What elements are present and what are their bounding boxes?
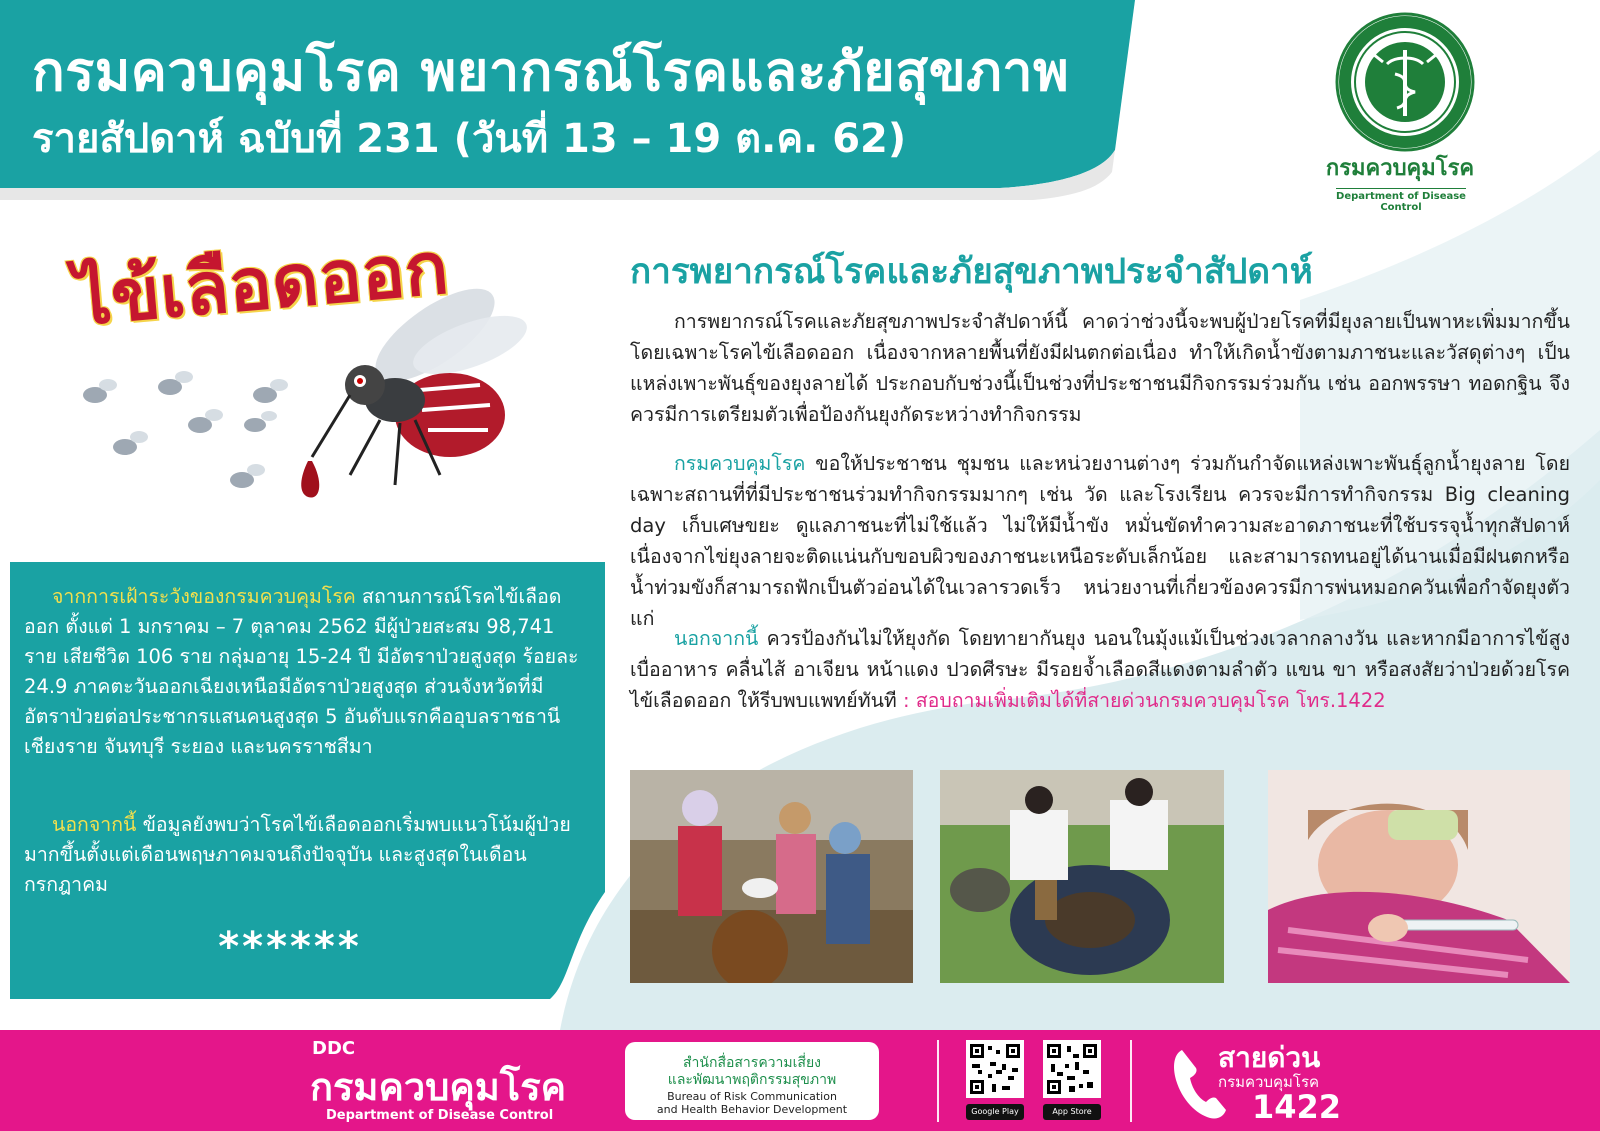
google-play-badge[interactable]: Google Play — [966, 1104, 1024, 1120]
bureau-name-th-2: และพัฒนาพฤติกรรมสุขภาพ — [667, 1072, 837, 1088]
article-paragraph-3 — [630, 623, 1570, 716]
surveillance-lead: จากการเฝ้าระวังของกรมควบคุมโรค — [52, 585, 356, 608]
article-heading: การพยากรณ์โรคและภัยสุขภาพประจำสัปดาห์ — [630, 252, 1313, 292]
hotline-label: สายด่วน — [1218, 1041, 1321, 1074]
app-store-badge[interactable]: App Store — [1043, 1104, 1101, 1120]
qr-code-icon[interactable] — [1043, 1040, 1101, 1098]
article-p3-body: ควรป้องกันไม่ให้ยุงกัด โดยทายากันยุง นอนในมุ้งแม้เป็นช่วงเวลากลางวัน และหากมีอาการไข้สูง เบื่ออาหาร คลื่นไส้ อาเจียน หน้าแดง ปวดศีรษะ มีรอยจ้ำเลือดสีแดงตามลำตัว แขน ขา หรือสงสัยว่าป่วยด้วยโรคไข้เลือดออก ให้รีบพบแพทย์ทันที — [630, 627, 1570, 712]
article-p2-lead: กรมควบคุมโรค — [674, 452, 806, 475]
footer-ddc-abbrev: DDC — [312, 1038, 356, 1059]
stars-divider: ****** — [218, 924, 362, 970]
header-banner — [0, 0, 1160, 200]
surveillance-body: สถานการณ์โรคไข้เลือดออก ตั้งแต่ 1 มกราคม – 7 ตุลาคม 2562 มีผู้ป่วยสะสม 98,741 ราย เสียชีวิต 106 ราย กลุ่มอายุ 15-24 ปี มีอัตราป่วยสูงสุด ร้อยละ 24.9 ภาคตะวันออกเฉียงเหนือมีอัตราป่วยสูงสุด ส่วนจังหวัดที่มีอัตราป่วยต่อประชากรแสนคนสูงสุด 5 อันดับแรกคืออุบลราชธานี เชียงราย จันทบุรี ระยอง และนครราชสีมา — [24, 585, 579, 758]
logo-name-th: กรมควบคุมโรค — [1325, 156, 1475, 181]
article-paragraph-1: การพยากรณ์โรคและภัยสุขภาพประจำสัปดาห์นี้ คาดว่าช่วงนี้จะพบผู้ป่วยโรคที่มียุงลายเป็นพาหะเพิ่มมากขึ้น โดยเฉพาะโรคไข้เลือดออก เนื่องจากหลายพื้นที่ยังมีฝนตกต่อเนื่อง ทำให้เกิดน้ำขังตามภาชนะและวัสดุต่างๆ เป็นแหล่งเพาะพันธุ์ของยุงลายได้ ประกอบกับช่วงนี้เป็นช่วงที่ประชาชนมีกิจกรรมร่วมกัน เช่น ออกพรรษา ทอดกฐิน จึงควรมีการเตรียมตัวเพื่อป้องกันยุงกัดระหว่างทำกิจกรรม — [630, 310, 1570, 426]
hotline-notice: : สอบถามเพิ่มเติมได้ที่สายด่วนกรมควบคุมโรค โทร.1422 — [902, 689, 1386, 712]
hotline-number[interactable]: 1422 — [1252, 1088, 1342, 1126]
footer-dept-en: Department of Disease Control — [326, 1108, 554, 1123]
bureau-name-en-1: Bureau of Risk Communication — [667, 1090, 837, 1103]
page-title: กรมควบคุมโรค พยากรณ์โรคและภัยสุขภาพ — [32, 40, 1070, 103]
qr-code-icon[interactable] — [966, 1040, 1024, 1098]
article-p2-body: ขอให้ประชาชน ชุมชน และหน่วยงานต่างๆ ร่วมกันกำจัดแหล่งเพาะพันธุ์ลูกน้ำยุงลาย โดยเฉพาะสถานที่ที่มีประชาชนร่วมทำกิจกรรมมากๆ เช่น วัด และโรงเรียน ควรจะมีการทำกิจกรรม Big cleaning day เก็บเศษขยะ ดูแลภาชนะที่ไม่ใช้แล้ว ไม่ให้มีน้ำขัง หมั่นขัดทำความสะอาดภาชนะที่ใช้บรรจุน้ำทุกสัปดาห์ เนื่องจากไข่ยุงลายจะติดแน่นกับขอบผิวของภาชนะเหนือระดับเล็กน้อย และสามารถทนอยู่ได้นานเมื่อมีฝนตกหรือน้ำท่วมขังก็สามารถฟักเป็นตัวอ่อนได้ในเวลารวดเร็ว หน่วยงานที่เกี่ยวข้องควรมีการพ่นหมอกควันเพื่อกำจัดยุงตัวแก่ — [630, 452, 1570, 630]
footer-dept-th: กรมควบคุมโรค — [310, 1065, 567, 1109]
hotline-sub: กรมควบคุมโรค — [1218, 1073, 1320, 1091]
surveillance-paragraph — [24, 582, 589, 762]
bureau-name-th-1: สำนักสื่อสารความเสี่ยง — [682, 1055, 822, 1071]
trend-lead: นอกจากนี้ — [52, 813, 137, 836]
bureau-logo-box — [625, 1042, 879, 1120]
surveillance-panel — [10, 562, 605, 999]
trend-body: ข้อมูลยังพบว่าโรคไข้เลือดออกเริ่มพบแนวโน้มผู้ป่วยมากขึ้นตั้งแต่เดือนพฤษภาคมจนถึงปัจจุบัน และสูงสุดในเดือนกรกฎาคม — [24, 813, 571, 896]
footer-divider — [937, 1040, 939, 1122]
bureau-name-en-2: and Health Behavior Development — [656, 1103, 848, 1116]
issue-subtitle: รายสัปดาห์ ฉบับที่ 231 (วันที่ 13 – 19 ต.ค. 62) — [32, 116, 907, 162]
dengue-banner-title: ไข้เลือดออก — [71, 224, 452, 342]
article-paragraph-2 — [630, 448, 1570, 634]
photo-emptying-water-containers — [630, 770, 913, 983]
trend-paragraph — [24, 810, 589, 900]
photo-sick-child-thermometer — [1268, 770, 1570, 983]
logo-name-en: Department of Disease Control — [1336, 188, 1466, 213]
ministry-seal-icon — [1335, 12, 1475, 152]
footer-divider — [1130, 1040, 1132, 1122]
photo-cleaning-tire — [940, 770, 1224, 983]
article-p3-lead: นอกจากนี้ — [674, 627, 759, 650]
footer-bar — [0, 1030, 1600, 1131]
